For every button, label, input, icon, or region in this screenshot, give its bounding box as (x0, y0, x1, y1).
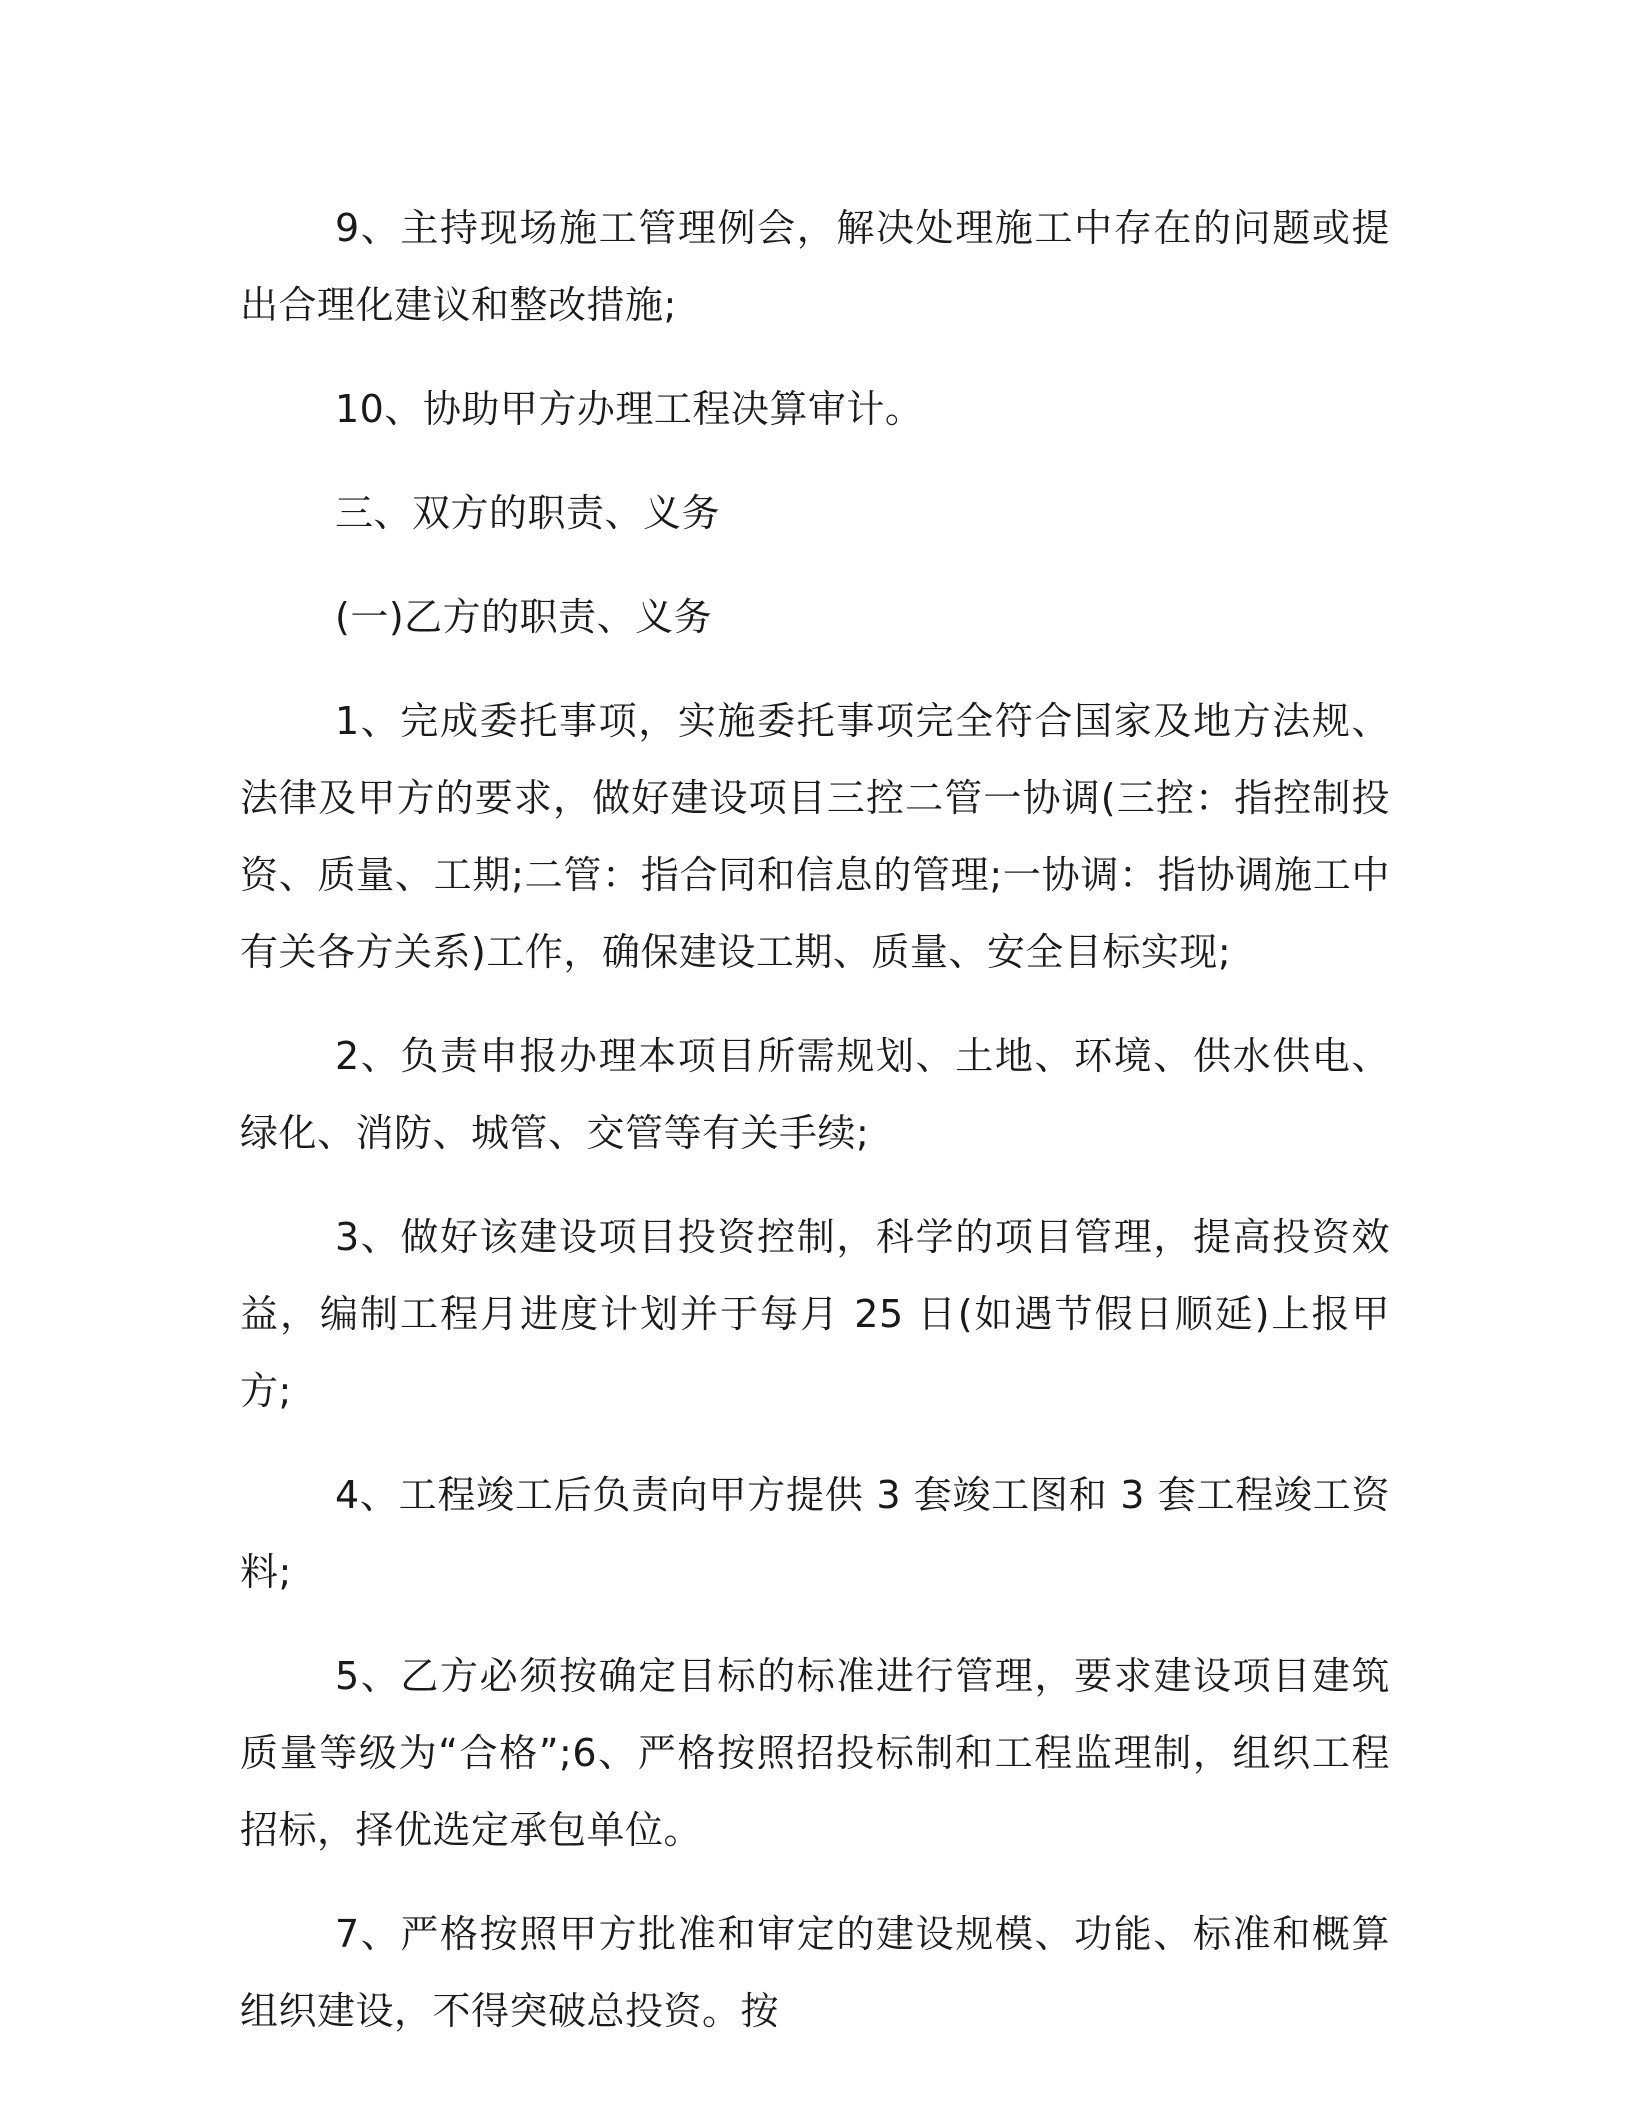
duty-item-5-6: 5、乙方必须按确定目标的标准进行管理，要求建设项目建筑质量等级为“合格”;6、严格按照招投标制和工程监理制，组织工程招标，择优选定承包单位。 (240, 1654, 1390, 1852)
duty-item-1: 1、完成委托事项，实施委托事项完全符合国家及地方法规、法律及甲方的要求，做好建设项目三控二管一协调(三控：指控制投资、质量、工期;二管：指合同和信息的管理;一协调：指协调施工中有关各方关系)工作，确保建设工期、质量、安全目标实现; (240, 699, 1390, 974)
paragraph-item-9: 9、主持现场施工管理例会，解决处理施工中存在的问题或提出合理化建议和整改措施; (240, 206, 1390, 327)
document-body (240, 190, 1390, 2077)
paragraph-item-10: 10、协助甲方办理工程决算审计。 (335, 387, 924, 431)
section-heading-3: 三、双方的职责、义务 (335, 491, 721, 535)
duty-item-4: 4、工程竣工后负责向甲方提供 3 套竣工图和 3 套工程竣工资料; (240, 1473, 1390, 1594)
subsection-heading-party-b: (一)乙方的职责、义务 (335, 595, 713, 639)
duty-item-3: 3、做好该建设项目投资控制，科学的项目管理，提高投资效益，编制工程月进度计划并于每月 25 日(如遇节假日顺延)上报甲方; (240, 1215, 1390, 1413)
duty-item-7: 7、严格按照甲方批准和审定的建设规模、功能、标准和概算组织建设，不得突破总投资。按 (240, 1912, 1390, 2033)
duty-item-2: 2、负责申报办理本项目所需规划、土地、环境、供水供电、绿化、消防、城管、交管等有关手续; (240, 1034, 1390, 1155)
